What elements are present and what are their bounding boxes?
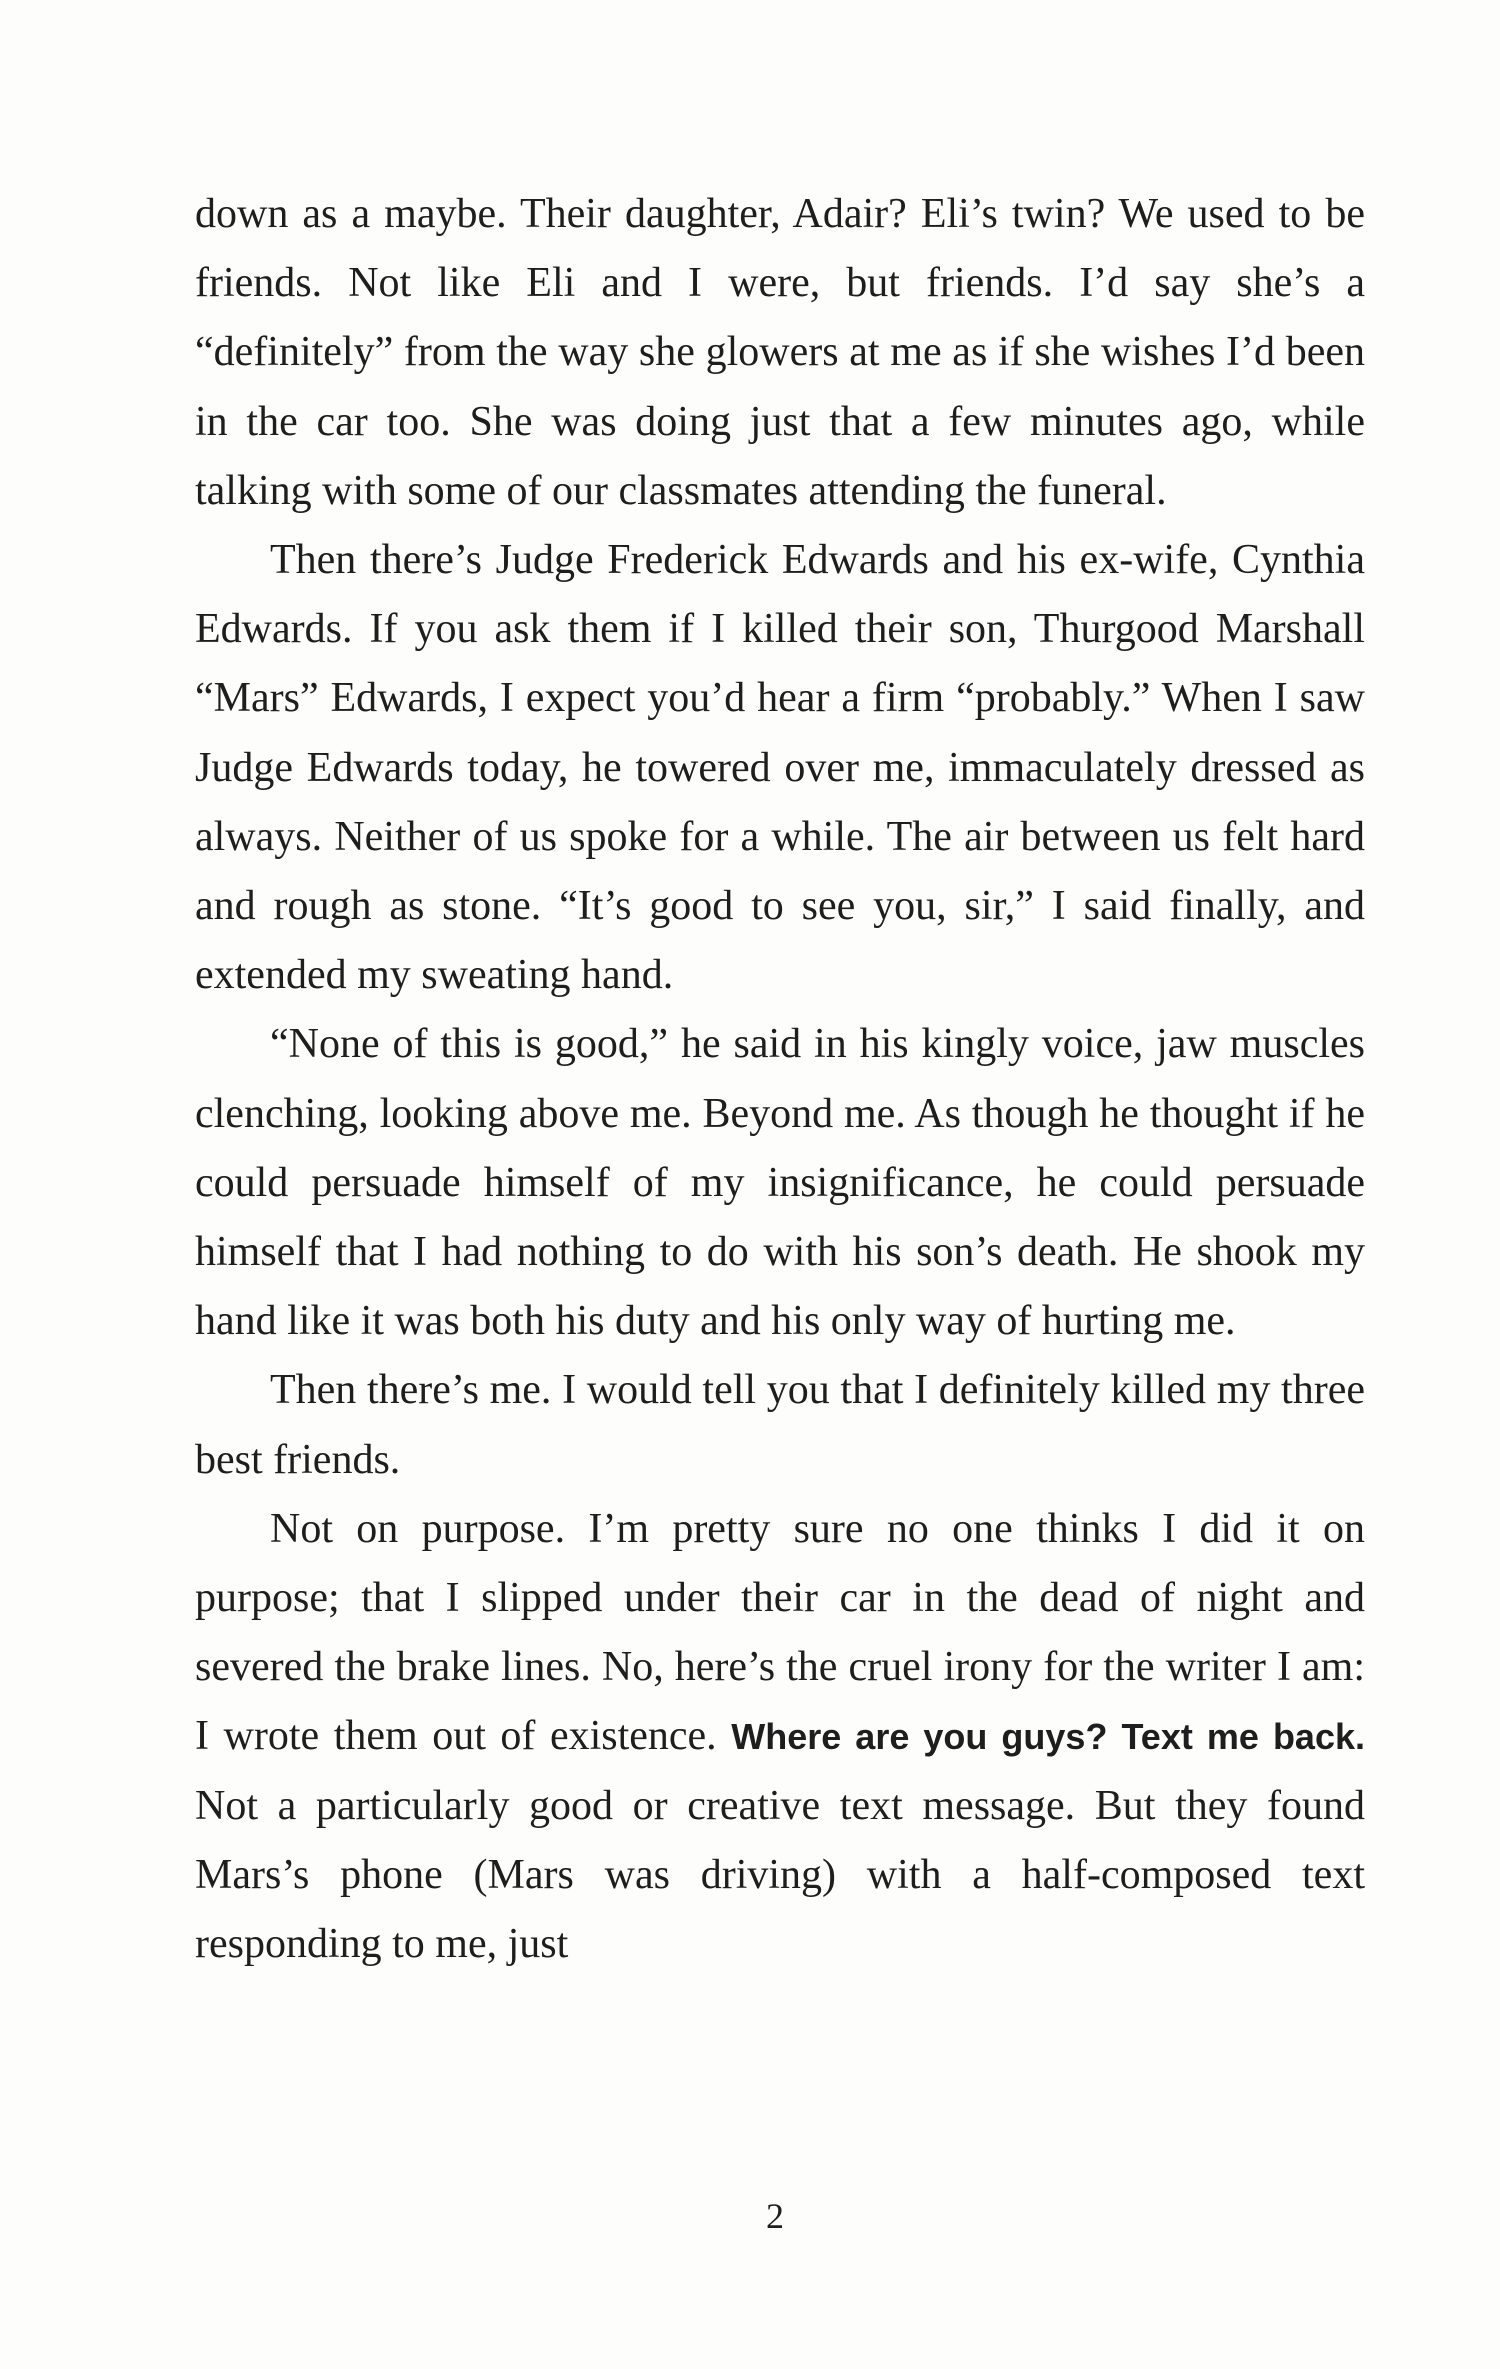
paragraph-then-theres-me: Then there’s me. I would tell you that I definitely killed my three best friends. [195, 1367, 1365, 1483]
paragraph-not-on-purpose [195, 1495, 1365, 1979]
text-message-quote: Where are you guys? Text me back. [731, 1716, 1366, 1758]
body-text [195, 180, 1365, 1979]
paragraph-none-of-this: “None of this is good,” he said in his kingly voice, jaw muscles clenching, looking above me. Beyond me. As though he thought if he could persuade himself of my insignificance, he could persuade himself that I had nothing to do with his son’s death. He shook my hand like it was both his duty and his only way of hurting me. [195, 1021, 1365, 1345]
paragraph-continuation: down as a maybe. Their daughter, Adair? Eli’s twin? We used to be friends. Not like Eli and I were, but friends. I’d say she’s a “definitely” from the way she glowers at me as if she wishes I’d been in the car too. She was doing just that a few minutes ago, while talking with some of our classmates attending the funeral. [195, 191, 1365, 514]
paragraph-judge-edwards: Then there’s Judge Frederick Edwards and his ex-wife, Cynthia Edwards. If you ask them if I killed their son, Thurgood Marshall “Mars” Edwards, I expect you’d hear a firm “probably.” When I saw Judge Edwards today, he towered over me, immaculately dressed as always. Neither of us spoke for a while. The air between us felt hard and rough as stone. “It’s good to see you, sir,” I said finally, and extended my sweating hand. [195, 537, 1365, 999]
paragraph-text-start: Not on purpose. I’m pretty sure no one thinks I did it on purpose; that I slipped under their car in the dead of night and severed the brake lines. No, here’s the cruel irony for the writer I am: I wrote them out of existence. [195, 1505, 1365, 1760]
page-number: 2 [766, 2196, 784, 2236]
paragraph-text-end: Not a particularly good or creative text message. But they found Mars’s phone (Mars was driving) with a half-composed text responding to me, just [195, 1782, 1365, 1968]
